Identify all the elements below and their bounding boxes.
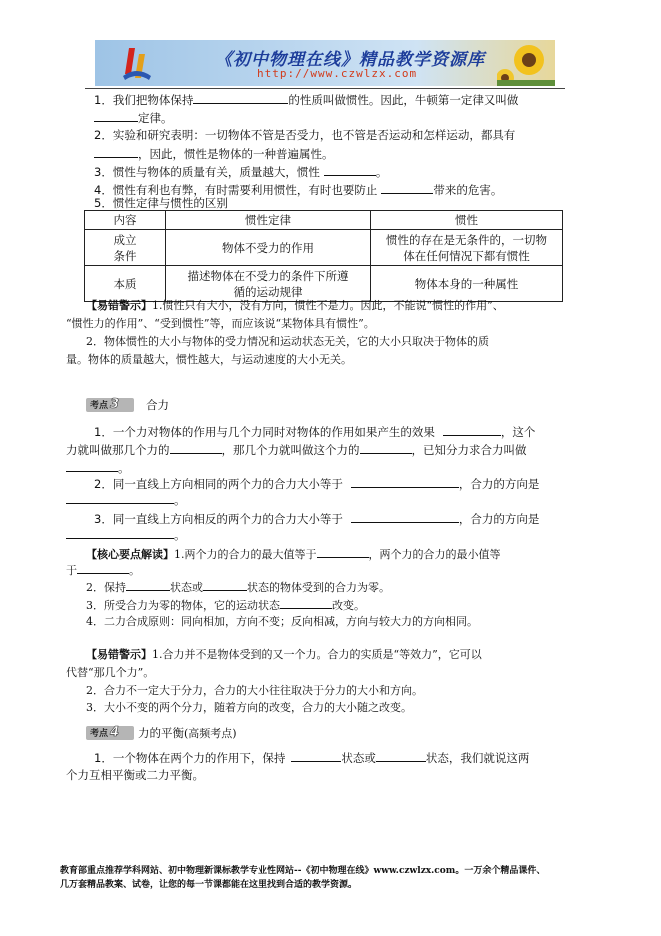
answer-blank[interactable]	[170, 441, 222, 454]
inertia-q2: 2．实验和研究表明：一切物体不管是否受力，也不管是否运动和怎样运动，都具有	[94, 128, 516, 142]
point3-q2-cont: 。	[66, 491, 186, 508]
answer-blank[interactable]	[66, 459, 118, 472]
warning1-line1: 【易错警示】1.惯性只有大小，没有方向，惯性不是力。因此，不能说“惯性的作用”、	[86, 299, 504, 312]
inertia-q2-cont: ，因此，惯性是物体的一种普遍属性。	[94, 145, 334, 162]
core-line5: 4．二力合成原则：同向相加，方向不变；反向相减，方向与较大力的方向相同。	[86, 615, 478, 628]
table-row	[85, 230, 563, 266]
answer-blank[interactable]	[324, 163, 376, 176]
answer-blank[interactable]	[193, 91, 288, 104]
answer-blank[interactable]	[126, 578, 170, 591]
point3-q1: 1．一个力对物体的作用与几个力同时对物体的作用如果产生的效果 ，这个	[94, 425, 536, 439]
table-cell: 惯性的存在是无条件的，一切物 体在任何情况下都有惯性	[371, 230, 563, 266]
core-line1: 【核心要点解读】1.两个力的合力的最大值等于 ，两个力的合力的最小值等	[86, 545, 501, 563]
answer-blank[interactable]	[291, 749, 341, 762]
inertia-q5: 5．惯性定律与惯性的区别	[94, 196, 228, 210]
table-cell: 成立 条件	[85, 230, 166, 266]
section-heading-point3	[86, 397, 169, 413]
header-banner	[95, 40, 555, 86]
answer-blank[interactable]	[317, 545, 369, 558]
answer-blank[interactable]	[94, 109, 138, 122]
table-header-cell: 内容	[85, 211, 166, 230]
inertia-q1: 1．我们把物体保持 的性质叫做惯性。因此，牛顿第一定律又叫做	[94, 93, 519, 107]
table-cell: 物体不受力的作用	[166, 230, 371, 266]
point3-q2: 2．同一直线上方向相同的两个力的合力大小等于 ，合力的方向是	[94, 477, 540, 491]
answer-blank[interactable]	[360, 441, 412, 454]
header-divider	[85, 88, 565, 89]
site-logo-icon	[121, 44, 153, 82]
answer-blank[interactable]	[280, 596, 332, 609]
answer-blank[interactable]	[66, 526, 174, 539]
core-line2: 于 。	[66, 561, 140, 579]
section-title: 力的平衡(高频考点)	[138, 726, 237, 740]
core-tag: 【核心要点解读】	[86, 548, 174, 561]
answer-blank[interactable]	[203, 578, 247, 591]
point4-q1: 1．一个物体在两个力的作用下，保持 状态或 状态，我们就说这两	[94, 751, 530, 765]
answer-blank[interactable]	[351, 475, 459, 488]
point3-q1-cont: 力就叫做那几个力的 ，那几个力就叫做这个力的 ，已知分力求合力叫做	[66, 443, 527, 457]
inertia-q1-cont: 定律。	[94, 109, 173, 126]
answer-blank[interactable]	[77, 561, 129, 574]
banner-url[interactable]: http://www.czwlzx.com	[257, 67, 418, 80]
answer-blank[interactable]	[381, 181, 433, 194]
table-header-cell: 惯性定律	[166, 211, 371, 230]
inertia-comparison-table	[84, 210, 563, 302]
table-cell: 物体本身的一种属性	[371, 266, 563, 302]
table-header-cell: 惯性	[371, 211, 563, 230]
point3-q3-cont: 。	[66, 526, 186, 543]
point3-q3: 3．同一直线上方向相反的两个力的合力大小等于 ，合力的方向是	[94, 512, 540, 526]
point3-q1-end: 。	[66, 459, 130, 476]
warning2-line1: 【易错警示】1.合力并不是物体受到的又一个力。合力的实质是“等效力”，它可以	[86, 648, 482, 661]
table-cell: 本质	[85, 266, 166, 302]
warning2-line4: 3．大小不变的两个分力，随着方向的改变，合力的大小随之改变。	[86, 701, 412, 714]
footer-line2: 几万套精品教案、试卷，让您的每一节课都能在这里找到合适的教学资源。	[60, 880, 358, 890]
core-line3: 2．保持 状态或 状态的物体受到的合力为零。	[86, 578, 390, 596]
answer-blank[interactable]	[376, 749, 426, 762]
warning1-line2: “惯性力的作用”、“受到惯性”等，而应该说“某物体具有惯性”。	[66, 317, 375, 330]
answer-blank[interactable]	[443, 423, 501, 436]
table-header-row	[85, 211, 563, 230]
warning2-line2: 代替“那几个力”。	[66, 666, 155, 679]
warning2-line3: 2．合力不一定大于分力，合力的大小往往取决于分力的大小和方向。	[86, 684, 423, 697]
warning-tag: 【易错警示】	[86, 299, 152, 312]
point-badge: 考点 4	[86, 726, 134, 740]
core-line4: 3．所受合力为零的物体，它的运动状态 改变。	[86, 596, 365, 614]
answer-blank[interactable]	[66, 491, 174, 504]
banner-title: 《初中物理在线》精品教学资源库	[215, 50, 485, 70]
point4-q1-cont: 个力互相平衡或二力平衡。	[66, 768, 204, 782]
sunflower-icon	[497, 40, 555, 86]
warning1-line4: 量。物体的质量越大，惯性越大，与运动速度的大小无关。	[66, 353, 352, 366]
point-badge: 考点 3	[86, 398, 134, 412]
warning1-line3: 2．物体惯性的大小与物体的受力情况和运动状态无关，它的大小只取决于物体的质	[86, 335, 489, 348]
answer-blank[interactable]	[94, 145, 138, 158]
table-row	[85, 266, 563, 302]
answer-blank[interactable]	[351, 510, 459, 523]
inertia-q4: 4．惯性有利也有弊，有时需要利用惯性，有时也要防止 带来的危害。	[94, 183, 503, 197]
table-cell: 描述物体在不受力的条件下所遵 循的运动规律	[166, 266, 371, 302]
footer-line1: 教育部重点推荐学科网站、初中物理新课标教学专业性网站--《初中物理在线》www.czwlzx.com。一万余个精品课件、	[60, 866, 546, 876]
warning-tag: 【易错警示】	[86, 648, 152, 661]
inertia-q3: 3．惯性与物体的质量有关，质量越大，惯性 。	[94, 165, 388, 179]
section-title: 合力	[146, 398, 169, 412]
section-heading-point4	[86, 725, 237, 741]
